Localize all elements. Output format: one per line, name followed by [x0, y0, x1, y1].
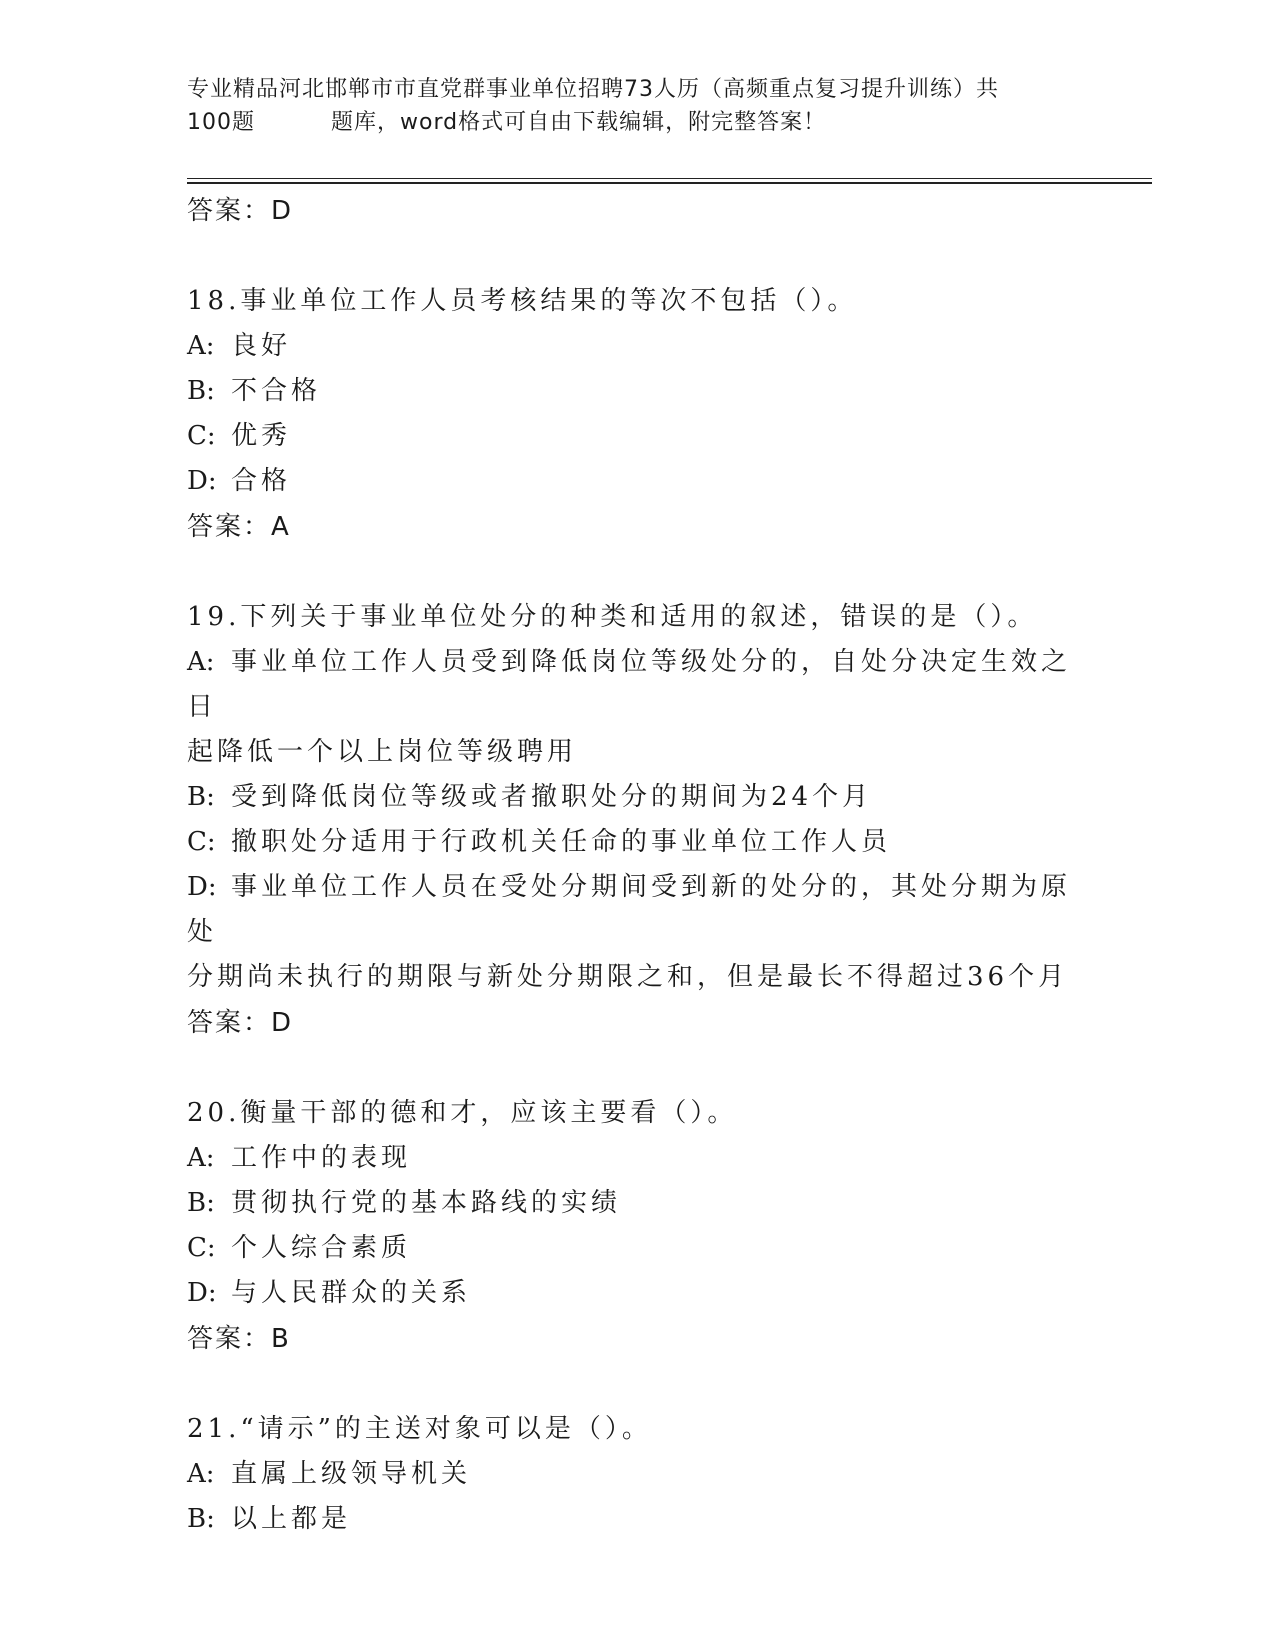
- option-a-continued: 起降低一个以上岗位等级聘用: [187, 737, 578, 767]
- option-text: 受到降低岗位等级或者撤职处分的期间为24个月: [231, 782, 873, 812]
- option-text: 贯彻执行党的基本路线的实绩: [231, 1188, 622, 1218]
- option-label: B:: [187, 782, 215, 812]
- option-a: [187, 1136, 1087, 1181]
- option-text: 直属上级领导机关: [231, 1459, 472, 1489]
- header-line-2: [187, 106, 1087, 139]
- option-a: [187, 1452, 1087, 1497]
- question-21: [187, 1407, 1087, 1542]
- option-label: A:: [187, 647, 215, 677]
- document-header: [187, 73, 1087, 139]
- question-text: 20.衡量干部的德和才，应该主要看（）。: [187, 1098, 738, 1128]
- option-label: D:: [187, 1278, 217, 1308]
- option-c: [187, 414, 1087, 459]
- option-text: 不合格: [231, 376, 322, 406]
- option-b: [187, 369, 1087, 414]
- header-question-count: 100题: [187, 110, 255, 135]
- header-divider-thin: [187, 178, 1152, 179]
- option-text: 优秀: [231, 421, 292, 451]
- question-text: 21.“请示”的主送对象可以是（）。: [187, 1414, 652, 1444]
- option-label: B:: [187, 1188, 215, 1218]
- answer: 答案：B: [187, 1324, 291, 1354]
- option-text: 事业单位工作人员在受处分期间受到新的处分的，其处分期为原处: [187, 872, 1072, 947]
- question-list: [187, 188, 1087, 1542]
- option-label: A:: [187, 1143, 215, 1173]
- option-b: [187, 775, 1087, 820]
- option-label: C:: [187, 1233, 216, 1263]
- option-label: A:: [187, 1459, 215, 1489]
- option-text: 良好: [231, 331, 292, 361]
- option-label: B:: [187, 1504, 215, 1534]
- option-label: D:: [187, 872, 217, 902]
- option-text: 撤职处分适用于行政机关任命的事业单位工作人员: [231, 827, 892, 857]
- option-text: 个人综合素质: [231, 1233, 412, 1263]
- option-b: [187, 1181, 1087, 1226]
- option-d: [187, 865, 1087, 955]
- option-label: B:: [187, 376, 215, 406]
- question-text: 19.下列关于事业单位处分的种类和适用的叙述，错误的是（）。: [187, 602, 1038, 632]
- option-d: [187, 459, 1087, 504]
- question-20: [187, 1091, 1087, 1362]
- previous-answer: 答案：D: [187, 196, 294, 226]
- option-b: [187, 1497, 1087, 1542]
- header-divider-thick: [187, 182, 1152, 184]
- option-a: [187, 324, 1087, 369]
- option-c: [187, 1226, 1087, 1271]
- option-label: D:: [187, 466, 217, 496]
- option-a: [187, 640, 1087, 730]
- option-label: C:: [187, 421, 216, 451]
- header-description: 题库，word格式可自由下载编辑，附完整答案！: [331, 110, 827, 135]
- question-18: [187, 279, 1087, 550]
- option-text: 合格: [231, 466, 292, 496]
- option-c: [187, 820, 1087, 865]
- question-19: [187, 595, 1087, 1046]
- option-text: 以上都是: [231, 1504, 352, 1534]
- option-d: [187, 1271, 1087, 1316]
- answer: 答案：D: [187, 1008, 294, 1038]
- option-text: 与人民群众的关系: [231, 1278, 472, 1308]
- answer: 答案：A: [187, 512, 291, 542]
- header-line-1: 专业精品河北邯郸市市直党群事业单位招聘73人历（高频重点复习提升训练）共: [187, 77, 999, 102]
- option-text: 工作中的表现: [231, 1143, 412, 1173]
- option-label: A:: [187, 331, 215, 361]
- option-d-continued: 分期尚未执行的期限与新处分期限之和，但是最长不得超过36个月: [187, 962, 1069, 992]
- question-text: 18.事业单位工作人员考核结果的等次不包括（）。: [187, 286, 858, 316]
- option-label: C:: [187, 827, 216, 857]
- option-text: 事业单位工作人员受到降低岗位等级处分的，自处分决定生效之日: [187, 647, 1072, 722]
